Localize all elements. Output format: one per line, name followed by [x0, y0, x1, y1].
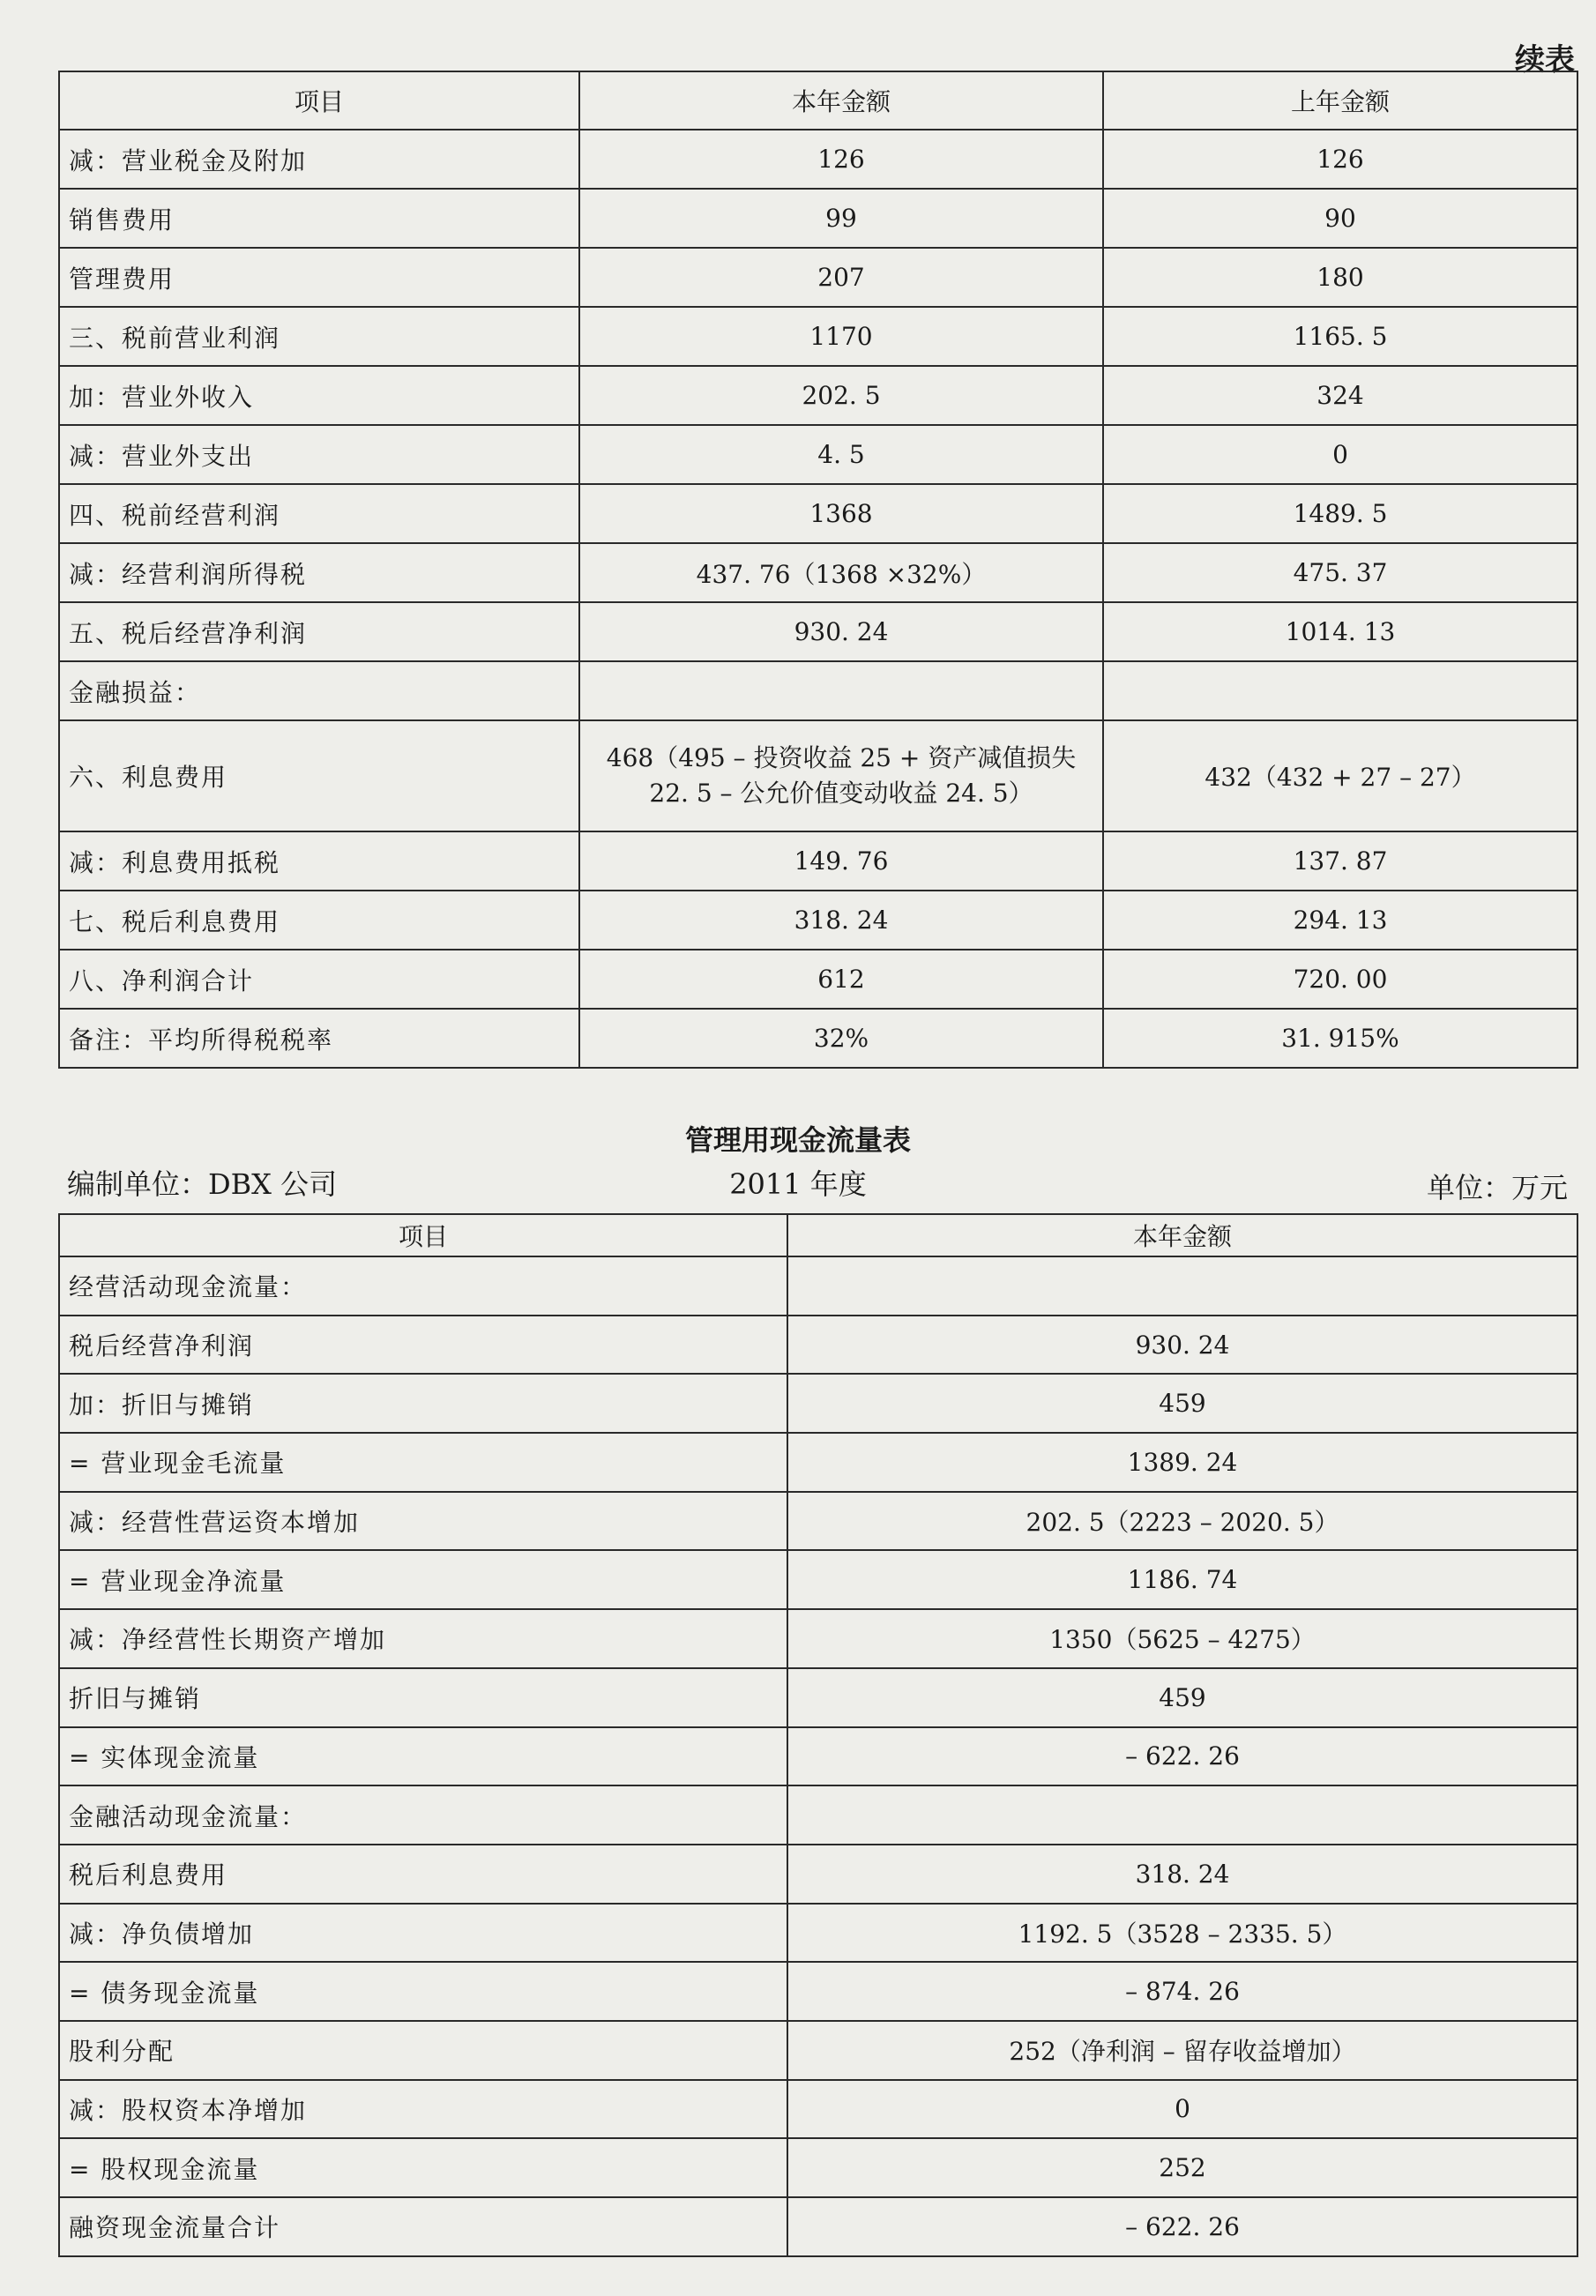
row-current: 1368: [579, 484, 1103, 543]
row-prior: 432（432 + 27 – 27）: [1103, 720, 1577, 831]
table-row: [59, 1845, 1577, 1904]
row-item: 经营活动现金流量：: [59, 1256, 787, 1316]
row-item: = 实体现金流量: [59, 1727, 787, 1786]
row-prior: 1489. 5: [1103, 484, 1577, 543]
row-amount: 1186. 74: [787, 1550, 1577, 1609]
row-current: 32%: [579, 1009, 1103, 1068]
row-amount: – 622. 26: [787, 2197, 1577, 2256]
row-item: 七、税后利息费用: [59, 891, 579, 950]
continued-label: 续表: [1515, 42, 1575, 78]
row-item: 股利分配: [59, 2021, 787, 2080]
header-prior-year: 上年金额: [1103, 71, 1577, 130]
table-row: [59, 1316, 1577, 1375]
row-current: [579, 661, 1103, 720]
table-row: [59, 1550, 1577, 1609]
row-amount: 202. 5（2223 – 2020. 5）: [787, 1492, 1577, 1551]
row-amount: 459: [787, 1374, 1577, 1433]
table-row: [59, 425, 1577, 484]
row-item: 加：营业外收入: [59, 366, 579, 425]
row-prior: 137. 87: [1103, 831, 1577, 891]
row-amount: – 874. 26: [787, 1962, 1577, 2021]
row-amount: 459: [787, 1668, 1577, 1727]
row-amount: [787, 1256, 1577, 1316]
row-amount: 0: [787, 2080, 1577, 2139]
row-item: 税后经营净利润: [59, 1316, 787, 1375]
row-item: 销售费用: [59, 189, 579, 248]
row-item: 金融损益：: [59, 661, 579, 720]
table-row: [59, 1433, 1577, 1492]
row-item: 减：净经营性长期资产增加: [59, 1609, 787, 1668]
row-current: 468（495 – 投资收益 25 + 资产减值损失 22. 5 – 公允价值变动收益 24. 5）: [579, 720, 1103, 831]
table-row: [59, 2080, 1577, 2139]
row-current: 1170: [579, 307, 1103, 366]
row-amount: 318. 24: [787, 1845, 1577, 1904]
table-row: [59, 189, 1577, 248]
row-item: 税后利息费用: [59, 1845, 787, 1904]
header-current-year: 本年金额: [787, 1214, 1577, 1256]
row-prior: 475. 37: [1103, 543, 1577, 602]
row-item: 金融活动现金流量：: [59, 1785, 787, 1845]
row-prior: 0: [1103, 425, 1577, 484]
fiscal-year-label: 2011 年度: [729, 1167, 867, 1201]
row-current: 126: [579, 130, 1103, 189]
row-prior: 1165. 5: [1103, 307, 1577, 366]
table-row: [59, 831, 1577, 891]
row-current: 4. 5: [579, 425, 1103, 484]
row-prior: 1014. 13: [1103, 602, 1577, 661]
row-item: 加：折旧与摊销: [59, 1374, 787, 1433]
row-current: 612: [579, 950, 1103, 1009]
table-row: [59, 1609, 1577, 1668]
row-item: 减：营业外支出: [59, 425, 579, 484]
row-item: 管理费用: [59, 248, 579, 307]
table-row: [59, 130, 1577, 189]
row-item: 减：营业税金及附加: [59, 130, 579, 189]
table-row: [59, 543, 1577, 602]
row-item: = 债务现金流量: [59, 1962, 787, 2021]
row-prior: 180: [1103, 248, 1577, 307]
row-item: 四、税前经营利润: [59, 484, 579, 543]
table-row: [59, 1668, 1577, 1727]
table-row: [59, 1374, 1577, 1433]
row-item: = 股权现金流量: [59, 2138, 787, 2197]
row-prior: 324: [1103, 366, 1577, 425]
row-current: 207: [579, 248, 1103, 307]
row-item: = 营业现金净流量: [59, 1550, 787, 1609]
row-amount: 252（净利润 – 留存收益增加）: [787, 2021, 1577, 2080]
header-item: 项目: [59, 71, 579, 130]
table-row: [59, 720, 1577, 831]
row-amount: 252: [787, 2138, 1577, 2197]
table-row: [59, 1009, 1577, 1068]
preparer-label: 编制单位：DBX 公司: [67, 1167, 338, 1201]
table-header-row: [59, 1214, 1577, 1256]
table-row: [59, 891, 1577, 950]
row-item: 六、利息费用: [59, 720, 579, 831]
table-row: [59, 950, 1577, 1009]
row-item: 备注：平均所得税税率: [59, 1009, 579, 1068]
row-item: 减：股权资本净增加: [59, 2080, 787, 2139]
row-prior: 720. 00: [1103, 950, 1577, 1009]
row-prior: 126: [1103, 130, 1577, 189]
row-current: 930. 24: [579, 602, 1103, 661]
table-row: [59, 366, 1577, 425]
table-header-row: [59, 71, 1577, 130]
row-item: 三、税前营业利润: [59, 307, 579, 366]
table-row: [59, 484, 1577, 543]
row-amount: 1192. 5（3528 – 2335. 5）: [787, 1904, 1577, 1963]
row-current: 318. 24: [579, 891, 1103, 950]
row-amount: 1389. 24: [787, 1433, 1577, 1492]
table-row: [59, 307, 1577, 366]
row-current: 149. 76: [579, 831, 1103, 891]
table-row: [59, 1727, 1577, 1786]
table-row: [59, 1785, 1577, 1845]
row-amount: [787, 1785, 1577, 1845]
row-current: 202. 5: [579, 366, 1103, 425]
row-prior: 31. 915%: [1103, 1009, 1577, 1068]
cashflow-title: 管理用现金流量表: [684, 1123, 911, 1157]
table-row: [59, 1492, 1577, 1551]
row-item: 八、净利润合计: [59, 950, 579, 1009]
cashflow-table: [58, 1213, 1578, 2257]
header-current-year: 本年金额: [579, 71, 1103, 130]
table-row: [59, 2138, 1577, 2197]
row-amount: 1350（5625 – 4275）: [787, 1609, 1577, 1668]
row-amount: – 622. 26: [787, 1727, 1577, 1786]
table-row: [59, 2021, 1577, 2080]
row-item: 减：经营性营运资本增加: [59, 1492, 787, 1551]
row-item: 折旧与摊销: [59, 1668, 787, 1727]
table-row: [59, 1962, 1577, 2021]
table-row: [59, 2197, 1577, 2256]
unit-label: 单位：万元: [1426, 1171, 1568, 1204]
table-row: [59, 248, 1577, 307]
table-row: [59, 1256, 1577, 1316]
row-prior: 90: [1103, 189, 1577, 248]
row-prior: 294. 13: [1103, 891, 1577, 950]
income-statement-table: [58, 71, 1578, 1069]
table-row: [59, 602, 1577, 661]
row-current: 99: [579, 189, 1103, 248]
row-current: 437. 76（1368 ×32%）: [579, 543, 1103, 602]
table-row: [59, 661, 1577, 720]
table-row: [59, 1904, 1577, 1963]
row-item: 五、税后经营净利润: [59, 602, 579, 661]
row-prior: [1103, 661, 1577, 720]
row-amount: 930. 24: [787, 1316, 1577, 1375]
row-item: = 营业现金毛流量: [59, 1433, 787, 1492]
row-item: 融资现金流量合计: [59, 2197, 787, 2256]
header-item: 项目: [59, 1214, 787, 1256]
row-item: 减：净负债增加: [59, 1904, 787, 1963]
row-item: 减：利息费用抵税: [59, 831, 579, 891]
row-item: 减：经营利润所得税: [59, 543, 579, 602]
